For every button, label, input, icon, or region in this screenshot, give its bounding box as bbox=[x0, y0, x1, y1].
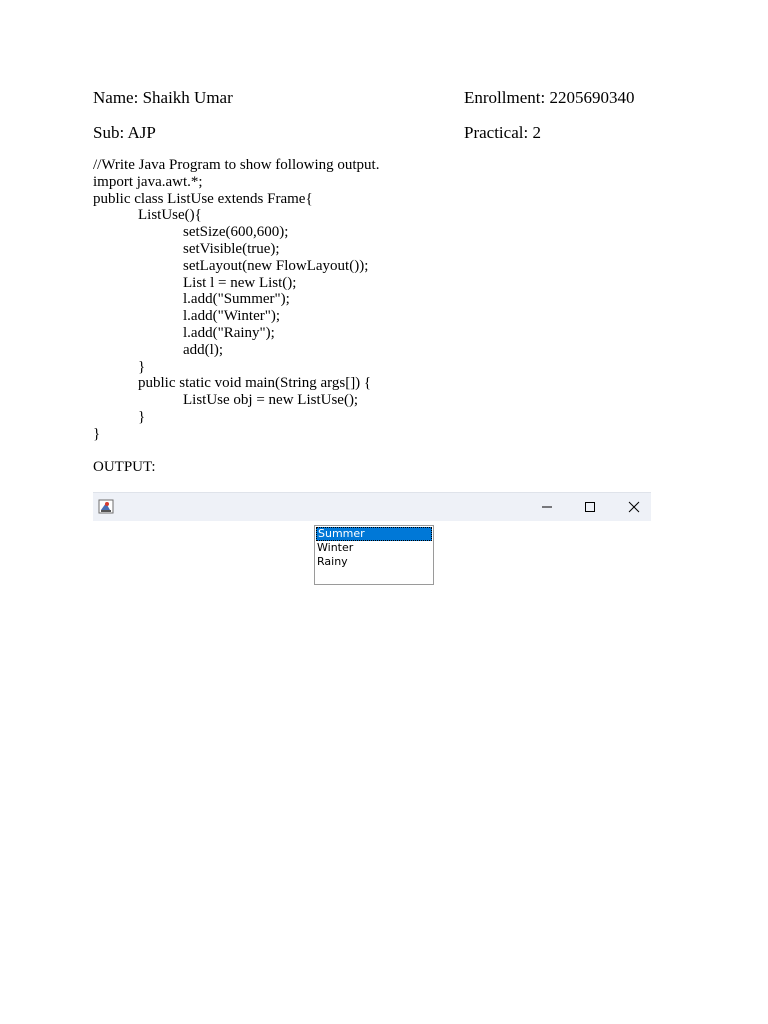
code-line: add(l); bbox=[93, 341, 223, 358]
code-line: l.add("Summer"); bbox=[93, 291, 290, 308]
code-line: setVisible(true); bbox=[93, 240, 280, 257]
code-line: l.add("Rainy"); bbox=[93, 324, 275, 341]
java-app-icon[interactable] bbox=[98, 498, 115, 515]
subject: Sub: AJP bbox=[93, 123, 156, 142]
minimize-icon bbox=[541, 501, 553, 513]
list-item-rainy[interactable]: Rainy bbox=[317, 555, 348, 568]
code-line: setLayout(new FlowLayout()); bbox=[93, 257, 369, 274]
close-button[interactable] bbox=[612, 493, 656, 521]
code-line: public static void main(String args[]) { bbox=[93, 375, 372, 392]
window-titlebar[interactable] bbox=[93, 492, 651, 521]
maximize-icon bbox=[584, 501, 596, 513]
code-line: import java.awt.*; bbox=[93, 173, 203, 190]
code-line: ListUse(){ bbox=[93, 207, 202, 224]
practical-number: Practical: 2 bbox=[464, 123, 541, 142]
code-line: //Write Java Program to show following output. bbox=[93, 157, 380, 173]
minimize-button[interactable] bbox=[525, 493, 569, 521]
close-icon bbox=[628, 501, 640, 513]
output-label: OUTPUT: bbox=[93, 459, 156, 475]
list-item-summer[interactable]: Summer bbox=[316, 527, 432, 541]
code-line: public class ListUse extends Frame{ bbox=[93, 190, 313, 207]
code-line: List l = new List(); bbox=[93, 274, 297, 291]
student-name: Name: Shaikh Umar bbox=[93, 88, 233, 107]
code-line: setSize(600,600); bbox=[93, 224, 289, 241]
season-list[interactable] bbox=[314, 525, 434, 585]
list-item-winter[interactable]: Winter bbox=[317, 541, 354, 554]
output-window bbox=[93, 492, 651, 592]
code-line: l.add("Winter"); bbox=[93, 308, 281, 325]
code-line: } bbox=[93, 358, 146, 375]
code-line: } bbox=[93, 425, 101, 442]
code-line: ListUse obj = new ListUse(); bbox=[93, 392, 359, 409]
code-listing bbox=[93, 157, 379, 443]
maximize-button[interactable] bbox=[568, 493, 612, 521]
code-line: } bbox=[93, 408, 146, 425]
enrollment-number: Enrollment: 2205690340 bbox=[464, 88, 635, 107]
